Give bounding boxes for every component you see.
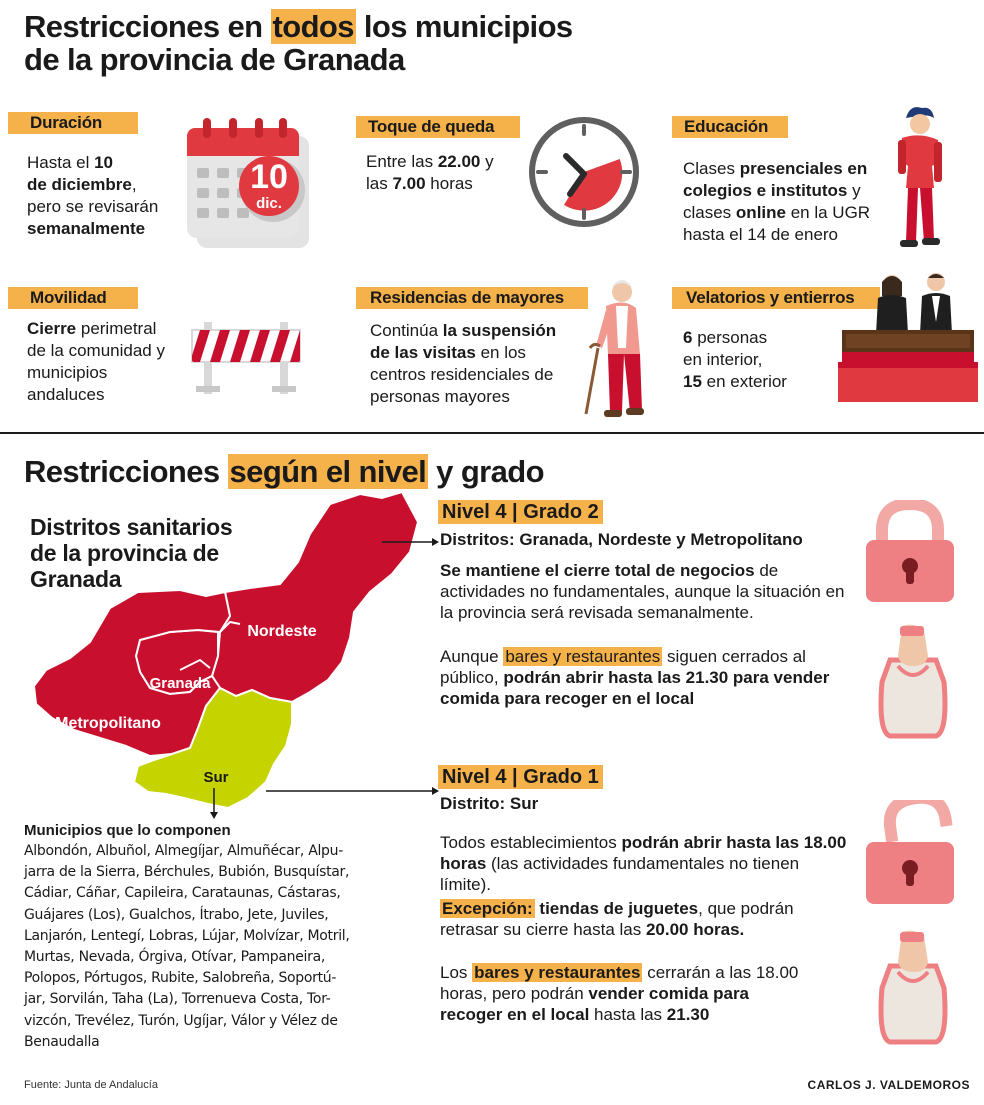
page-title: Restricciones en todos los municipios — [24, 9, 573, 44]
nivel4g1-distrito: Distrito: Sur — [440, 794, 539, 813]
calendar-number: 10 — [250, 158, 288, 196]
list-item: Cádiar, Cáñar, Capileira, Carataunas, Cástaras, — [24, 885, 341, 902]
arrow-to-nivel4g2 — [380, 534, 440, 550]
map-district-nordeste — [212, 492, 418, 702]
list-item: Guájares (Los), Gualchos, Ítrabo, Jete, Juviles, — [24, 906, 329, 923]
elderly-man-icon — [580, 276, 660, 420]
text-velatorios: 6 personas en interior, 15 en exterior — [683, 328, 787, 391]
list-item: vizcón, Trevélez, Turón, Ugíjar, Válor y Vélez de — [24, 1012, 338, 1029]
list-item: Benaudalla — [24, 1033, 100, 1050]
title-highlight: todos — [272, 9, 354, 44]
district-map — [30, 492, 430, 822]
label-toque: Toque de queda — [356, 116, 520, 138]
page-title-line2: de la provincia de Granada — [24, 42, 405, 77]
open-lock-icon — [862, 800, 966, 906]
arrow-to-municipios — [206, 786, 222, 820]
nivel4g1-p3: Los bares y restaurantes cerrarán a las 18.00 horas, pero podrán vender comida para recoger en el local hasta las 21.30 — [440, 963, 799, 1024]
student-icon — [888, 104, 948, 252]
arrow-to-nivel4g1 — [264, 783, 440, 799]
label-movilidad: Movilidad — [8, 287, 138, 309]
nivel4g2-title: Nivel 4 | Grado 2 — [438, 500, 603, 524]
text-educacion: Clases presenciales en colegios e institutos y clases online en la UGR hasta el 14 de enero — [683, 159, 871, 244]
calendar-icon — [183, 116, 325, 254]
text-residencias: Continúa la suspensión de las visitas en los centros residenciales de personas mayores — [370, 321, 557, 406]
nivel4g2-distritos: Distritos: Granada, Nordeste y Metropolitano — [440, 530, 803, 549]
nivel4g1-p2: Excepción: tiendas de juguetes, que podrán retrasar su cierre hasta las 20.00 horas. — [440, 899, 794, 939]
list-item: Lanjarón, Lentegí, Lobras, Lújar, Molvízar, Motril, — [24, 927, 350, 944]
label-educacion: Educación — [672, 116, 788, 138]
funeral-icon — [836, 270, 980, 404]
municipios-list — [24, 841, 384, 1053]
map-label-sur: Sur — [203, 769, 229, 786]
map-label-granada: Granada — [149, 675, 211, 692]
label-residencias: Residencias de mayores — [356, 287, 588, 309]
calendar-month: dic. — [256, 195, 282, 212]
footer-source: Fuente: Junta de Andalucía — [24, 1079, 158, 1091]
nivel4g2-p2: Aunque bares y restaurantes siguen cerrados al público, podrán abrir hasta las 21.30 para vender comida para recoger en el local — [440, 647, 830, 708]
clock-icon — [526, 114, 642, 230]
map-label-nordeste: Nordeste — [247, 623, 317, 640]
barrier-icon — [190, 322, 302, 394]
list-item: jarra de la Sierra, Bérchules, Bubión, Busquístar, — [24, 864, 350, 881]
section2-title-highlight: según el nivel — [229, 454, 427, 489]
list-item: Murtas, Nevada, Órgiva, Otívar, Pampaneira, — [24, 949, 326, 966]
takeaway-bag-icon — [876, 622, 950, 742]
map-title: Distritos sanitarios de la provincia de Granada — [30, 514, 233, 592]
text-movilidad: Cierre perimetral de la comunidad y municipios andaluces — [27, 319, 165, 404]
nivel4g1-p1: Todos establecimientos podrán abrir hasta las 18.00 horas (las actividades fundamentales no tienen límite). — [440, 833, 847, 894]
list-item: Polopos, Pórtugos, Rubite, Salobreña, Soportú- — [24, 970, 337, 987]
footer-author: CARLOS J. VALDEMOROS — [807, 1078, 970, 1092]
nivel4g2-p1: Se mantiene el cierre total de negocios de actividades no fundamentales, aunque la situación en la provincia será revisada semanalmente. — [440, 561, 845, 622]
takeaway-bag-icon-sur — [876, 928, 950, 1048]
section-divider — [0, 432, 984, 434]
text-duracion: Hasta el 10 de diciembre, pero se revisarán semanalmente — [27, 153, 159, 238]
text-toque: Entre las 22.00 y las 7.00 horas — [366, 152, 494, 193]
closed-lock-icon — [862, 500, 958, 604]
map-label-metropolitano: Metropolitano — [55, 715, 161, 732]
section2-title: Restricciones según el nivel y grado — [24, 454, 544, 489]
nivel4g1-title: Nivel 4 | Grado 1 — [438, 765, 603, 789]
label-duracion: Duración — [8, 112, 138, 134]
municipios-title: Municipios que lo componen — [24, 822, 231, 839]
label-velatorios: Velatorios y entierros — [672, 287, 880, 309]
list-item: jar, Sorvilán, Taha (La), Torrenueva Costa, Tor- — [24, 991, 331, 1008]
list-item: Albondón, Albuñol, Almegíjar, Almuñécar, Alpu- — [24, 843, 343, 859]
